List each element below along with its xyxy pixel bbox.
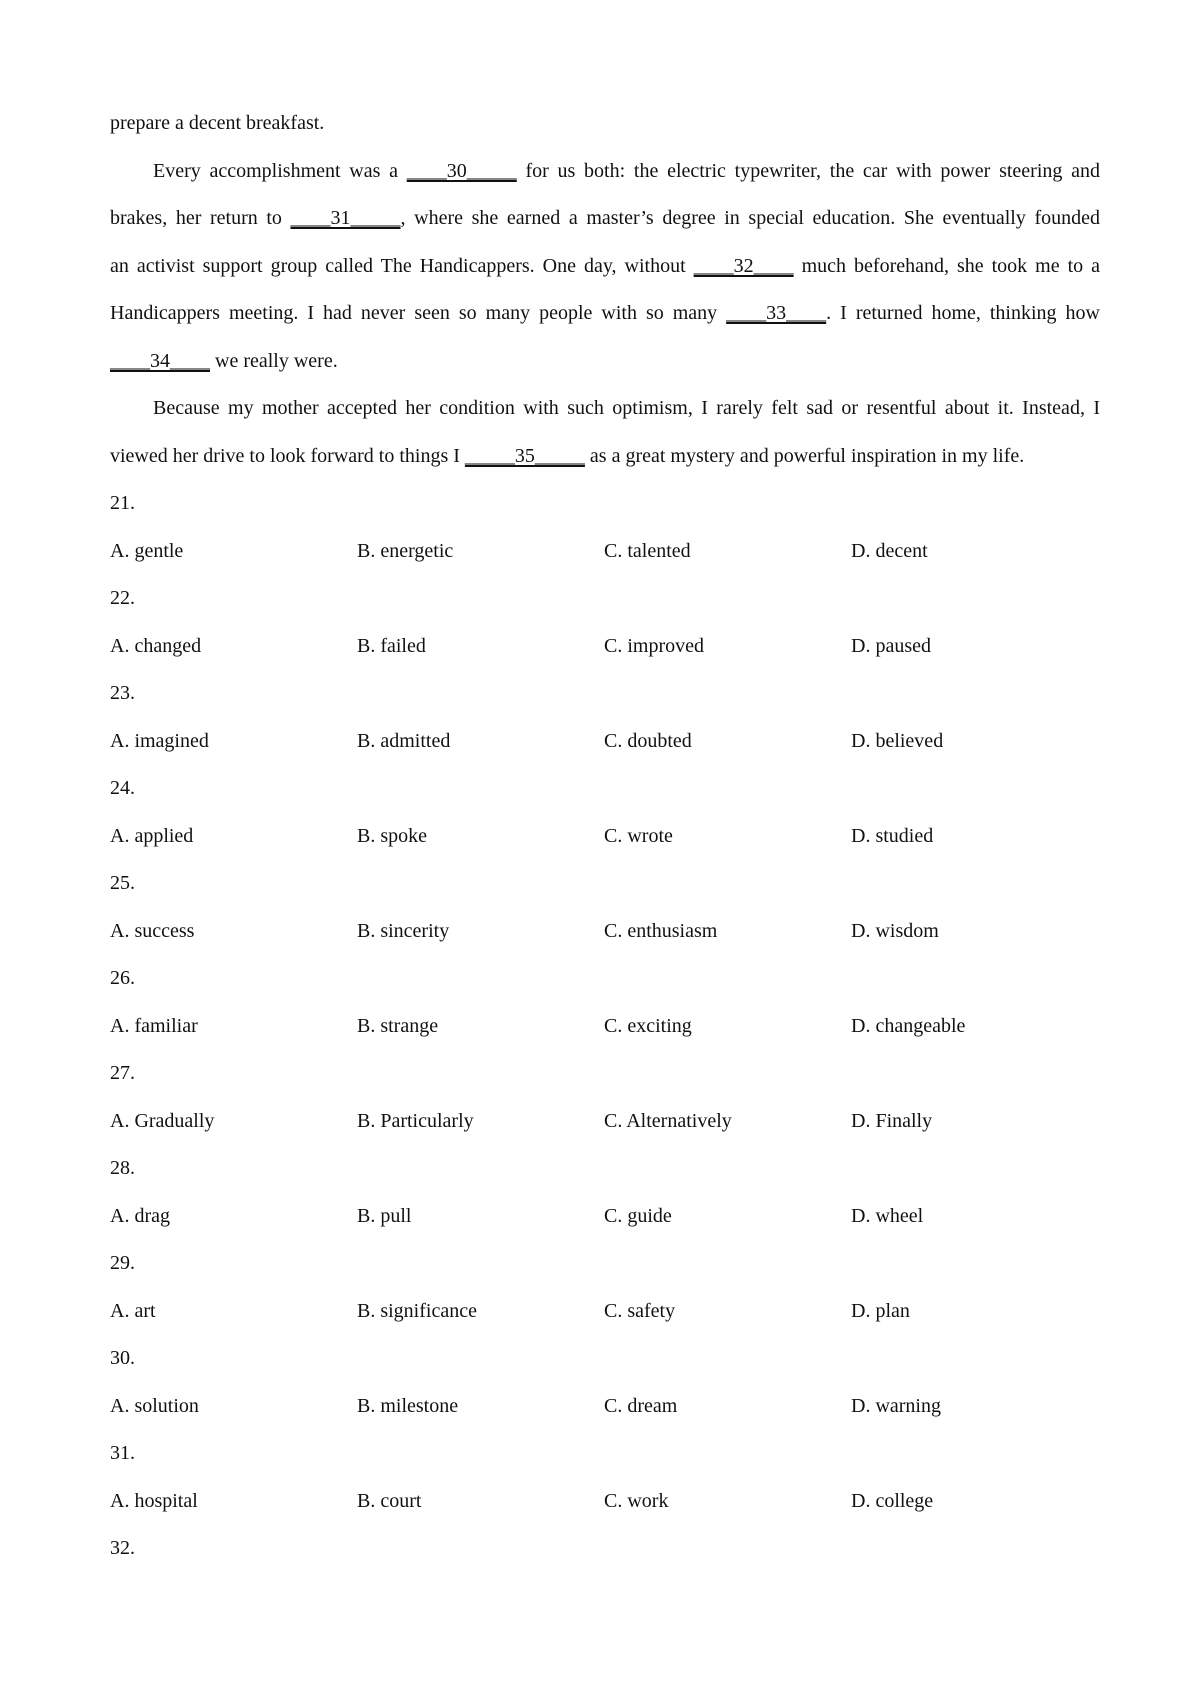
answer-option: D. wisdom [851, 919, 939, 942]
answer-option: B. court [357, 1489, 422, 1512]
answer-option: C. safety [604, 1299, 676, 1322]
option-row [110, 718, 1100, 766]
question-number: 30. [110, 1347, 135, 1369]
answer-option: D. Finally [851, 1109, 933, 1132]
answer-option: A. success [110, 919, 195, 942]
answer-option: A. applied [110, 824, 194, 847]
passage-paragraph-3-line-1: Because my mother accepted her condition with such optimism, I rarely felt sad or resentful about it. Instead, I [153, 397, 1100, 419]
option-row [110, 528, 1100, 576]
answer-option: A. imagined [110, 729, 209, 752]
option-row [110, 813, 1100, 861]
passage-paragraph-3-line-2: viewed her drive to look forward to things I _____35_____ as a great mystery and powerful inspiration in my life. [110, 444, 1025, 467]
answer-option: C. improved [604, 634, 704, 657]
answer-option: D. plan [851, 1299, 910, 1322]
option-row [110, 908, 1100, 956]
answer-option: D. studied [851, 824, 934, 847]
answer-option: D. changeable [851, 1014, 966, 1037]
answer-option: D. college [851, 1489, 934, 1512]
question-number: 31. [110, 1442, 135, 1464]
answer-option: C. dream [604, 1394, 678, 1417]
question-number: 21. [110, 492, 135, 514]
blank-35: _____35_____ [464, 444, 585, 467]
answer-option: B. failed [357, 634, 426, 657]
question-number: 23. [110, 682, 135, 704]
answer-option: D. paused [851, 634, 931, 657]
answer-option: A. familiar [110, 1014, 198, 1037]
answer-option: C. work [604, 1489, 669, 1512]
answer-option: B. energetic [357, 539, 454, 562]
answer-option: D. decent [851, 539, 928, 562]
answer-option: B. Particularly [357, 1109, 474, 1132]
option-row [110, 1003, 1100, 1051]
answer-option: A. gentle [110, 539, 184, 562]
answer-option: B. strange [357, 1014, 439, 1037]
option-row [110, 1383, 1100, 1431]
passage-paragraph-2-line-3: an activist support group called The Handicappers. One day, without ____32____ much beforehand, she took me to a [110, 254, 1101, 277]
blank-34: ____34____ [110, 349, 210, 372]
answer-option: A. art [110, 1299, 156, 1322]
question-number: 26. [110, 967, 135, 989]
option-row [110, 1478, 1100, 1526]
document-page [110, 100, 1100, 1573]
passage-paragraph-2-line-5: ____34____ we really were. [110, 349, 338, 372]
passage-line: prepare a decent breakfast. [110, 112, 325, 134]
blank-30: ____30_____ [406, 159, 517, 182]
question-number: 29. [110, 1252, 135, 1274]
answer-option: D. believed [851, 729, 944, 752]
answer-option: C. doubted [604, 729, 692, 752]
answer-option: C. talented [604, 539, 691, 562]
option-row [110, 1288, 1100, 1336]
passage-paragraph-2-line-1: Every accomplishment was a ____30_____ for us both: the electric typewriter, the car with power steering and [153, 159, 1100, 182]
answer-option: D. wheel [851, 1204, 924, 1227]
option-row [110, 623, 1100, 671]
blank-33: ____33____ [726, 302, 827, 324]
answer-option: C. guide [604, 1204, 672, 1227]
answer-option: B. pull [357, 1204, 412, 1227]
answer-option: A. drag [110, 1204, 170, 1227]
question-number: 24. [110, 777, 135, 799]
question-number: 28. [110, 1157, 135, 1179]
answer-option: B. spoke [357, 824, 427, 847]
answer-option: C. enthusiasm [604, 919, 718, 942]
answer-option: B. sincerity [357, 919, 450, 942]
answer-option: C. exciting [604, 1014, 692, 1037]
answer-option: B. milestone [357, 1394, 459, 1417]
question-number: 32. [110, 1537, 135, 1559]
option-row [110, 1098, 1100, 1146]
answer-option: A. hospital [110, 1489, 198, 1512]
question-number: 25. [110, 872, 135, 894]
answer-option: B. admitted [357, 729, 451, 752]
answer-option: A. changed [110, 634, 202, 657]
question-number: 27. [110, 1062, 135, 1084]
blank-32: ____32____ [693, 254, 794, 277]
answer-option: C. wrote [604, 824, 673, 847]
answer-option: B. significance [357, 1299, 477, 1322]
answer-option: C. Alternatively [604, 1109, 732, 1132]
option-row [110, 1193, 1100, 1241]
answer-option: D. warning [851, 1394, 941, 1417]
passage-paragraph-2-line-4: Handicappers meeting. I had never seen so many people with so many ____33____. I returned home, thinking how [110, 302, 1100, 324]
question-number: 22. [110, 587, 135, 609]
answer-option: A. solution [110, 1394, 199, 1417]
blank-31: ____31_____ [290, 207, 401, 229]
answer-option: A. Gradually [110, 1109, 215, 1132]
question-list [110, 480, 1100, 1573]
passage-paragraph-2-line-2: brakes, her return to ____31_____, where she earned a master’s degree in special education. She eventually founded [110, 207, 1100, 229]
